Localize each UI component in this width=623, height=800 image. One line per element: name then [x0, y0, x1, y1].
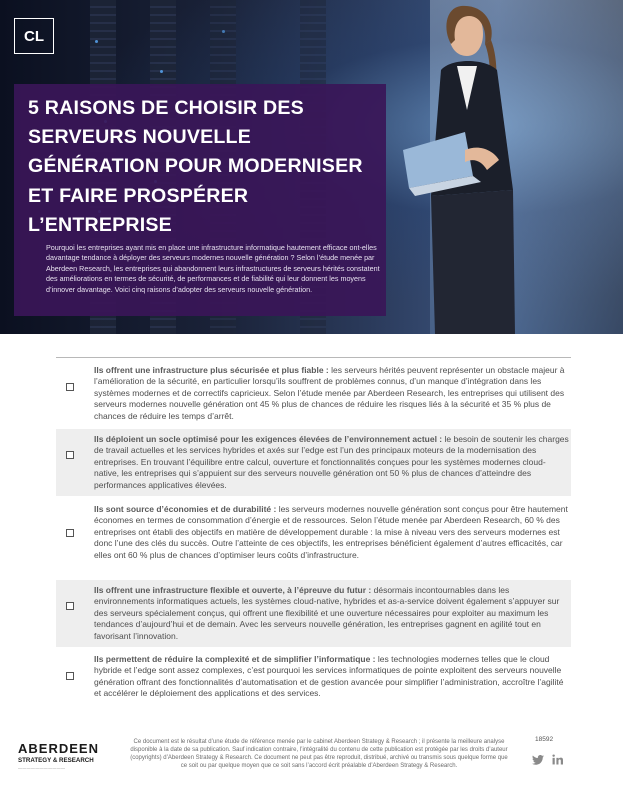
brand-name: ABERDEEN — [18, 741, 99, 756]
list-item — [56, 649, 571, 716]
list-item — [56, 580, 571, 647]
document-number: 18592 — [535, 736, 554, 743]
item-heading: Ils offrent une infrastructure flexible et ouverte, à l’épreuve du futur : — [94, 585, 372, 595]
item-heading: Ils permettent de réduire la complexité et de simplifier l’informatique : — [94, 654, 376, 664]
item-body: les serveurs modernes nouvelle génération sont conçus pour être hautement économes en termes de consommation d’énergie et de ressources. Selon l’étude menée par Aberdeen Research, 60 % des entreprises ont établi des objectifs en matière de développement durable : la mise à niveau vers des serveurs modernes est donc l’une des clés du succès. Outre l’atteinte de ces objectifs, les entreprises bénéficient également d’autres efficacités, car elles ont 60 % plus de chances d’optimiser leurs coûts d’infrastructure. — [94, 504, 568, 560]
item-body: les serveurs hérités peuvent représenter un obstacle majeur à l’amélioration de la sécurité, en particulier lorsqu’ils souffrent de problèmes connus, d’un manque d’intégration dans les systèmes modernes et de correctifs capricieux. Selon l’étude menée par Aberdeen Research, les entreprises qui utilisent des serveurs modernes nouvelle génération ont 45 % plus de chances de réduire les risques liés à la sécurité et 35 % plus de chances de réduire les temps d’arrêt. — [94, 365, 565, 421]
list-item — [56, 360, 571, 427]
logo-badge: CL — [14, 18, 54, 54]
checkbox-icon — [66, 529, 74, 537]
reasons-list — [56, 357, 571, 716]
legal-notice: Ce document est le résultat d’une étude de référence menée par le cabinet Aberdeen Strategy & Research ; il présente la meilleure analyse disponible à la date de sa publication. Sauf indication contraire, l’intégralité du contenu de cette publication est protégée par les droits d’auteur (copyrights) d’Aberdeen Strategy & Research. Ce document ne peut pas être reproduit, distribué, archivé ou transmis sous quelque forme que ce soit ou par quelque moyen que ce soit sans l’accord écrit préalable d’Aberdeen Strategy & Research. — [130, 739, 508, 770]
checkbox-icon — [66, 672, 74, 680]
aberdeen-logo — [18, 741, 108, 770]
social-links — [532, 754, 563, 765]
footer — [0, 730, 623, 800]
intro-paragraph: Pourquoi les entreprises ayant mis en place une infrastructure informatique hautement efficace ont-elles davantage tendance à déployer des serveurs modernes nouvelle génération ? Selon l’étude menée par Aberdeen Research, les entreprises qui abandonnent leurs infrastructures de serveurs hérités constatent des améliorations en termes de sécurité, de performances et de fiabilité qui leur donnent les moyens d’innover davantage. Voici cinq raisons d’adopter des serveurs nouvelle génération. — [46, 243, 380, 294]
page-title: 5 RAISONS DE CHOISIR DES SERVEURS NOUVELLE GÉNÉRATION POUR MODERNISER ET FAIRE PROSPÉRER L’ENTREPRISE — [28, 97, 363, 236]
brand-tagline-mark: ——————————— — [18, 765, 66, 770]
divider — [56, 357, 571, 358]
linkedin-icon[interactable] — [552, 754, 563, 765]
twitter-icon[interactable] — [532, 755, 544, 765]
item-body: les technologies modernes telles que le cloud hybride et l’edge sont assez complexes, c’est pourquoi les services informatiques de pointe exploitent des serveurs nouvelle génération offrant des fonctionnalités d’automatisation et de gestion avancée pour simplifier l’administration, accroître l’agilité et accélérer le déploiement des applications et des services. — [94, 654, 564, 699]
title-panel — [14, 84, 386, 316]
checkbox-icon — [66, 383, 74, 391]
item-heading: Ils sont source d’économies et de durabilité : — [94, 504, 277, 514]
list-item — [56, 499, 571, 577]
checkbox-icon — [66, 602, 74, 610]
item-heading: Ils offrent une infrastructure plus sécurisée et plus fiable : — [94, 365, 329, 375]
item-heading: Ils déploient un socle optimisé pour les exigences élevées de l’environnement actuel : — [94, 434, 443, 444]
brand-subtitle: STRATEGY & RESEARCH — [18, 757, 94, 764]
item-body: le besoin de soutenir les charges de travail actuelles et les services hybrides et axés sur l’edge est l’un des principaux moteurs de la modernisation des entreprises. En trouvant l’équilibre entre calcul, ouverture et fonctionnalités conçues pour les systèmes modernes cloud-native, les entreprises qui s’appuient sur des serveurs nouvelle génération ont 50 % plus de chances d’atteindre des performances applicatives élevées. — [94, 434, 569, 490]
woman-with-laptop-illustration — [395, 0, 545, 334]
item-body: désormais incontournables dans les environnements informatiques actuels, les systèmes cloud-native, hybrides et as-a-service doivent également s’appuyer sur des serveurs spécialement conçus, qui offrent une flexibilité et une ouverture nécessaires pour exploiter au maximum les tendances d’aujourd’hui et de demain. Avec les serveurs nouvelle génération, les entreprises gagnent en agilité tout en favorisant l’innovation. — [94, 585, 560, 641]
list-item — [56, 429, 571, 496]
hero-image — [0, 0, 623, 334]
checkbox-icon — [66, 451, 74, 459]
